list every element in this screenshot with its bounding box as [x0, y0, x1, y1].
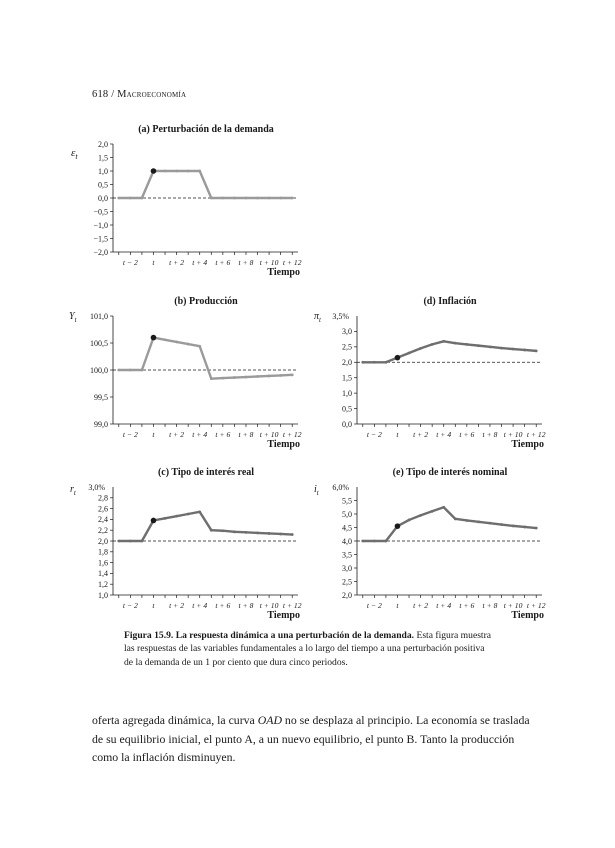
x-tick-label: t + 2	[169, 258, 185, 267]
x-tick-label: t + 8	[482, 601, 498, 610]
y-tick-label: 3,0	[342, 327, 352, 337]
chart-real-interest-rate	[66, 463, 316, 628]
data-point	[291, 533, 294, 536]
chart-inflation	[310, 292, 560, 457]
data-point	[395, 523, 401, 529]
x-tick-label: t + 6	[215, 258, 231, 267]
series-line	[363, 341, 536, 362]
data-point	[187, 513, 190, 516]
data-point	[221, 197, 224, 200]
y-tick-label: 100,0	[90, 365, 108, 375]
data-point	[268, 375, 271, 378]
y-tick-label: 2,4	[98, 515, 108, 525]
chart-demand-shock	[66, 120, 316, 285]
data-point	[454, 342, 457, 345]
data-point	[291, 197, 294, 200]
chart-nominal-interest-rate	[310, 463, 560, 628]
data-point	[141, 369, 144, 372]
x-tick-label: t + 10	[503, 601, 523, 610]
data-point	[245, 531, 248, 534]
series-line	[363, 507, 536, 541]
data-point	[256, 532, 259, 535]
y-tick-label: 1,8	[98, 547, 108, 557]
data-point	[256, 375, 259, 378]
x-axis-label: Tiempo	[511, 610, 544, 621]
x-tick-label: t − 2	[366, 430, 382, 439]
data-point	[210, 377, 213, 380]
data-point	[279, 533, 282, 536]
data-point	[221, 377, 224, 380]
data-point	[408, 352, 411, 355]
data-point	[489, 522, 492, 525]
data-point	[477, 520, 480, 523]
x-tick-label: t + 4	[192, 601, 208, 610]
y-tick-label: 1,0	[98, 590, 108, 600]
x-tick-label: t − 2	[122, 430, 138, 439]
x-tick-label: t + 12	[282, 430, 302, 439]
data-point	[431, 510, 434, 513]
y-tick-label: 3,5	[342, 550, 352, 560]
x-tick-label: t + 10	[259, 258, 279, 267]
x-tick-label: t + 2	[413, 430, 429, 439]
data-point	[221, 529, 224, 532]
data-point	[245, 376, 248, 379]
y-axis-label: $Y_t$	[69, 311, 77, 324]
data-point	[535, 349, 538, 352]
x-tick-label: t + 8	[238, 258, 254, 267]
data-point	[489, 345, 492, 348]
data-point	[129, 197, 132, 200]
y-tick-label: 2,2	[98, 526, 108, 535]
data-point	[151, 168, 157, 174]
x-tick-label: t + 4	[192, 258, 208, 267]
header-separator: /	[111, 89, 115, 100]
data-point	[141, 197, 144, 200]
data-point	[431, 343, 434, 346]
x-tick-label: t + 10	[259, 430, 279, 439]
x-tick-label: t + 8	[238, 430, 254, 439]
y-tick-label: 1,4	[98, 569, 108, 579]
body-paragraph	[92, 711, 532, 767]
data-point	[523, 526, 526, 529]
data-point	[164, 338, 167, 341]
y-tick-label: 0,0	[98, 193, 108, 203]
x-tick-label: t	[152, 430, 155, 439]
x-tick-label: t + 12	[282, 601, 302, 610]
data-point	[268, 197, 271, 200]
x-tick-label: t	[152, 258, 155, 267]
data-point	[164, 517, 167, 520]
y-tick-label: 2,8	[98, 493, 108, 503]
y-tick-label: 1,2	[98, 580, 108, 589]
chart-output	[66, 292, 316, 457]
body-text-part1: oferta agregada dinámica, la curva	[92, 713, 258, 727]
y-tick-label: −1,0	[93, 220, 108, 230]
series-line	[119, 171, 292, 198]
x-tick-label: t + 8	[482, 430, 498, 439]
y-tick-label: 2,5	[342, 577, 352, 587]
y-tick-label: −0,5	[93, 207, 108, 217]
x-tick-label: t − 2	[122, 601, 138, 610]
x-tick-label: t + 4	[436, 601, 452, 610]
data-point	[385, 540, 388, 543]
series-line	[119, 338, 292, 379]
body-text-part2: no se desplaza al principio. La economía se traslada de su equilibrio inicial, el punto A, a un nuevo equilibrio, el punto B. Tanto la producción como la inflación disminuyen.	[92, 713, 530, 764]
data-point	[198, 345, 201, 348]
caption-label: Figura 15.9. La respuesta dinámica a una perturbación de la demanda.	[124, 630, 415, 641]
y-axis-label: $\pi_t$	[314, 311, 321, 324]
y-tick-label: 3,0	[342, 563, 352, 573]
data-point	[175, 170, 178, 173]
data-point	[419, 514, 422, 517]
y-tick-label: 0,5	[342, 404, 352, 414]
chart-title: (d) Inflación	[423, 296, 477, 307]
data-point	[442, 340, 445, 343]
data-point	[512, 348, 515, 351]
chart-title: (c) Tipo de interés real	[157, 467, 255, 478]
x-tick-label: t + 12	[282, 258, 302, 267]
y-axis-label: $r_t$	[70, 484, 76, 497]
data-point	[233, 530, 236, 533]
data-point	[279, 197, 282, 200]
x-tick-label: t + 12	[526, 430, 546, 439]
x-tick-label: t + 8	[238, 601, 254, 610]
y-tick-label: 101,0	[90, 311, 108, 321]
y-tick-label: 0,5	[98, 180, 108, 190]
series-line	[119, 512, 292, 541]
data-point	[385, 361, 388, 364]
data-point	[151, 518, 157, 524]
x-axis-label: Tiempo	[267, 439, 300, 450]
x-tick-label: t	[396, 601, 399, 610]
y-tick-label: 2,0	[342, 358, 352, 368]
data-point	[395, 355, 401, 361]
y-tick-label: 99,0	[94, 419, 108, 429]
x-tick-label: t + 6	[215, 430, 231, 439]
data-point	[117, 197, 120, 200]
data-point	[279, 374, 282, 377]
data-point	[117, 540, 120, 543]
y-tick-label: −2,0	[93, 247, 108, 257]
data-point	[523, 349, 526, 352]
data-point	[535, 527, 538, 530]
x-tick-label: t + 4	[436, 430, 452, 439]
x-tick-label: t + 2	[169, 601, 185, 610]
data-point	[256, 197, 259, 200]
x-tick-label: t + 6	[215, 601, 231, 610]
y-tick-label: 4,0	[342, 536, 352, 546]
x-tick-label: t − 2	[366, 601, 382, 610]
data-point	[454, 517, 457, 520]
chart-title: (a) Perturbación de la demanda	[138, 124, 274, 135]
x-tick-label: t + 4	[192, 430, 208, 439]
y-axis-unit: 3,5%	[332, 312, 349, 321]
y-tick-label: 5,5	[342, 496, 352, 506]
x-axis-label: Tiempo	[267, 267, 300, 278]
y-tick-label: 2,0	[98, 139, 108, 149]
data-point	[512, 524, 515, 527]
y-tick-label: 2,6	[98, 504, 108, 514]
x-axis-label: Tiempo	[267, 610, 300, 621]
y-tick-label: 1,6	[98, 558, 108, 568]
x-axis-label: Tiempo	[511, 439, 544, 450]
data-point	[233, 197, 236, 200]
data-point	[198, 170, 201, 173]
y-tick-label: 1,5	[342, 373, 352, 383]
data-point	[187, 170, 190, 173]
data-point	[268, 532, 271, 535]
data-point	[141, 540, 144, 543]
y-axis-unit: 6,0%	[332, 483, 349, 492]
caption-text: Esta figura muestra las respuestas de las variables fundamentales a lo largo del tiempo a una perturbación positiva de la demanda de un 1 por ciento que dura cinco periodos.	[124, 630, 492, 668]
y-tick-label: −1,5	[93, 234, 108, 244]
x-tick-label: t + 2	[169, 430, 185, 439]
data-point	[465, 519, 468, 522]
data-point	[210, 197, 213, 200]
book-title: Macroeconomía	[117, 89, 187, 100]
data-point	[151, 335, 157, 341]
data-point	[465, 343, 468, 346]
chart-title: (e) Tipo de interés nominal	[392, 467, 508, 478]
y-tick-label: 2,5	[342, 342, 352, 352]
y-tick-label: 1,0	[342, 388, 352, 398]
y-tick-label: 5,0	[342, 509, 352, 519]
x-tick-label: t + 12	[526, 601, 546, 610]
x-tick-label: t + 6	[459, 430, 475, 439]
data-point	[373, 540, 376, 543]
y-tick-label: 0,0	[342, 419, 352, 429]
x-tick-label: t	[396, 430, 399, 439]
y-tick-label: 1,0	[98, 166, 108, 176]
data-point	[117, 369, 120, 372]
figure-caption	[124, 629, 494, 669]
y-axis-unit: 3,0%	[88, 483, 105, 492]
x-tick-label: t + 6	[459, 601, 475, 610]
data-point	[419, 347, 422, 350]
data-point	[175, 341, 178, 344]
data-point	[164, 170, 167, 173]
page-header	[92, 89, 186, 100]
data-point	[129, 369, 132, 372]
x-tick-label: t	[152, 601, 155, 610]
y-tick-label: 2,0	[342, 590, 352, 600]
data-point	[373, 361, 376, 364]
data-point	[198, 510, 201, 513]
y-axis-label: $\varepsilon_t$	[71, 147, 78, 161]
y-tick-label: 4,5	[342, 523, 352, 533]
data-point	[210, 529, 213, 532]
data-point	[187, 343, 190, 346]
data-point	[442, 506, 445, 509]
data-point	[245, 197, 248, 200]
y-tick-label: 100,5	[90, 338, 108, 348]
data-point	[233, 376, 236, 379]
data-point	[361, 361, 364, 364]
y-tick-label: 99,5	[94, 392, 108, 402]
y-axis-label: $i_t$	[314, 484, 319, 497]
x-tick-label: t + 10	[503, 430, 523, 439]
data-point	[477, 344, 480, 347]
page-number: 618	[92, 89, 109, 100]
data-point	[175, 515, 178, 518]
x-tick-label: t + 10	[259, 601, 279, 610]
data-point	[291, 373, 294, 376]
body-term-oad: OAD	[257, 713, 282, 727]
data-point	[500, 523, 503, 526]
y-tick-label: 2,0	[98, 536, 108, 546]
x-tick-label: t − 2	[122, 258, 138, 267]
chart-title: (b) Producción	[174, 296, 238, 307]
x-tick-label: t + 2	[413, 601, 429, 610]
data-point	[129, 540, 132, 543]
y-tick-label: 1,5	[98, 153, 108, 163]
data-point	[361, 540, 364, 543]
data-point	[408, 519, 411, 522]
data-point	[500, 347, 503, 350]
